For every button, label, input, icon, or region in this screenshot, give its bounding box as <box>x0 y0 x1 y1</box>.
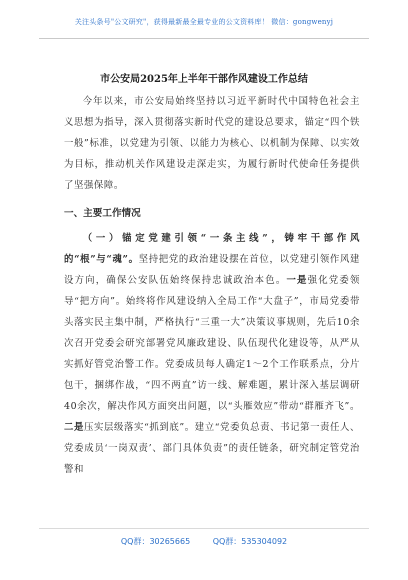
main-text <box>64 228 360 480</box>
paragraph-text-c: 压实层级落实“抓到底”。建立“党委负总责、书记第一责任人、党委成员‘一岗双责’、部门具体负责”的责任链条，研究制定管党治警和 <box>64 422 361 475</box>
lead-marker-1: 一是 <box>286 275 308 286</box>
intro-text: 今年以来，市公安局始终坚持以习近平新时代中国特色社会主义思想为指导，深入贯彻落实新时代党的建设总要求，锚定“四个铁一般”标准，以党建为引领、以能力为核心、以机制为保障、以实效为目标，推动机关作风建设走深走实，为履行新时代使命任务提供了坚强保障。 <box>64 96 360 191</box>
footer-divider <box>39 528 369 529</box>
intro-paragraph <box>64 91 360 196</box>
header-divider <box>39 38 369 39</box>
paragraph-text-a: 坚持把党的政治建设摆在首位，以党建引领作风建设方向，确保公安队伍始终保持忠诚政治本色。 <box>64 254 360 286</box>
header-banner: 关注头条号"公文研究"，获得最新最全最专业的公文资料库！ 微信：gongwenyj <box>74 18 334 26</box>
lead-marker-2: 二是 <box>64 422 84 433</box>
paragraph-text-b: 强化党委领导“把方向”。始终将作风建设纳入全局工作“大盘子”，市局党委带头落实民主集中制，严格执行“三重一大”决策议事规则，先后10余次召开党委会研究部署党风廉政建设、队伍现代化建设等，从严从实抓好管党治警工作。党委成员每人确定1～2个工作联系点，分片包干，捆绑作战，“四不两直”访一线、解难题，累计深入基层调研40余次，解决作风方面突出问题，以“头雁效应”带动“群雁齐飞”。 <box>64 275 360 412</box>
footer-qq-group-2: QQ群：535304092 <box>212 537 288 546</box>
subsection-heading: （一）锚定党建引领“一条主线”，铸牢干部作风的“根”与“魂”。 <box>64 233 360 265</box>
footer-qq-group-1: QQ群：30265665 <box>120 537 191 546</box>
footer <box>0 536 408 547</box>
main-paragraph <box>64 228 360 480</box>
section-heading: 一、主要工作情况 <box>64 208 141 219</box>
document-title: 市公安局2025年上半年干部作风建设工作总结 <box>100 74 308 85</box>
